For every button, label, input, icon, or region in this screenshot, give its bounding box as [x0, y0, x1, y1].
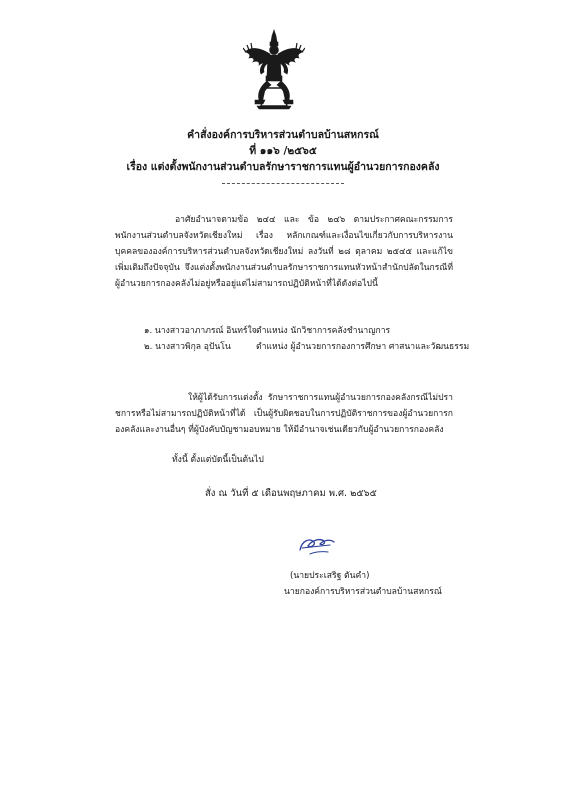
order-date: สั่ง ณ วันที่ ๕ เดือนพฤษภาคม พ.ศ. ๒๕๖๕ — [205, 488, 377, 499]
body-paragraph-3: ทั้งนี้ ตั้งแต่บัดนี้เป็นต้นไป — [172, 455, 264, 465]
header-divider — [222, 183, 344, 184]
order-number: ที่ ๑๑๖ /๒๕๖๕ — [249, 145, 317, 157]
appointee-2-position: ตำแหน่ง ผู้อำนวยการกองการศึกษา ศาสนาและวัฒนธรรม — [256, 342, 470, 352]
order-subject: เรื่อง แต่งตั้งพนักงานส่วนตำบลรักษาราชการแทนผู้อำนวยการกองคลัง — [126, 161, 440, 173]
signer-name: (นายประเสริฐ ตันคำ) — [290, 571, 370, 581]
body-paragraph-1: อาศัยอำนาจตามข้อ ๒๔๔ และ ข้อ ๒๔๖ ตามประกาศคณะกรรมการพนักงานส่วนตำบลจังหวัดเชียงใหม่ เรื่อง หลักเกณฑ์และเงื่อนไขเกี่ยวกับการบริหารงานบุคคลขององค์การบริหารส่วนตำบลจังหวัดเชียงใหม่ ลงวันที่ ๒๘ ตุลาคม ๒๕๔๕ และแก้ไขเพิ่มเติมถึงปัจจุบัน จึงแต่งตั้งพนักงานส่วนตำบลรักษาราชการแทนหัวหน้าสำนักปลัดในกรณีที่ผู้อำนวยการกองคลังไม่อยู่หรืออยู่แต่ไม่สามารถปฏิบัติหน้าที่ได้ดังต่อไปนี้ — [115, 215, 453, 289]
appointee-1-position: ตำแหน่ง นักวิชาการคลังชำนาญการ — [256, 326, 391, 336]
signer-title: นายกองค์การบริหารส่วนตำบลบ้านสหกรณ์ — [284, 587, 442, 597]
body-paragraph-2: ให้ผู้ได้รับการแต่งตั้ง รักษาราชการแทนผู้อำนวยการกองคลังกรณีไม่ปราชการหรือไม่สามารถปฏิบัติหน้าที่ได้ เป็นผู้รับผิดชอบในการปฏิบัติราชการของผู้อำนวยการกองคลังและงานอื่นๆ ที่ผู้บังคับบัญชามอบหมาย ให้มีอำนาจเช่นเดียวกับผู้อำนวยการกองคลัง — [115, 393, 453, 435]
garuda-emblem-icon — [243, 28, 305, 110]
order-title: คำสั่งองค์การบริหารส่วนตำบลบ้านสหกรณ์ — [187, 129, 379, 141]
appointee-2-name: ๒. นางสาวพิกุล อุปันโน — [144, 342, 231, 352]
appointee-1-name: ๑. นางสาวอาภาภรณ์ อินทร์ใจ — [144, 326, 257, 336]
handwritten-signature-icon — [296, 532, 338, 560]
